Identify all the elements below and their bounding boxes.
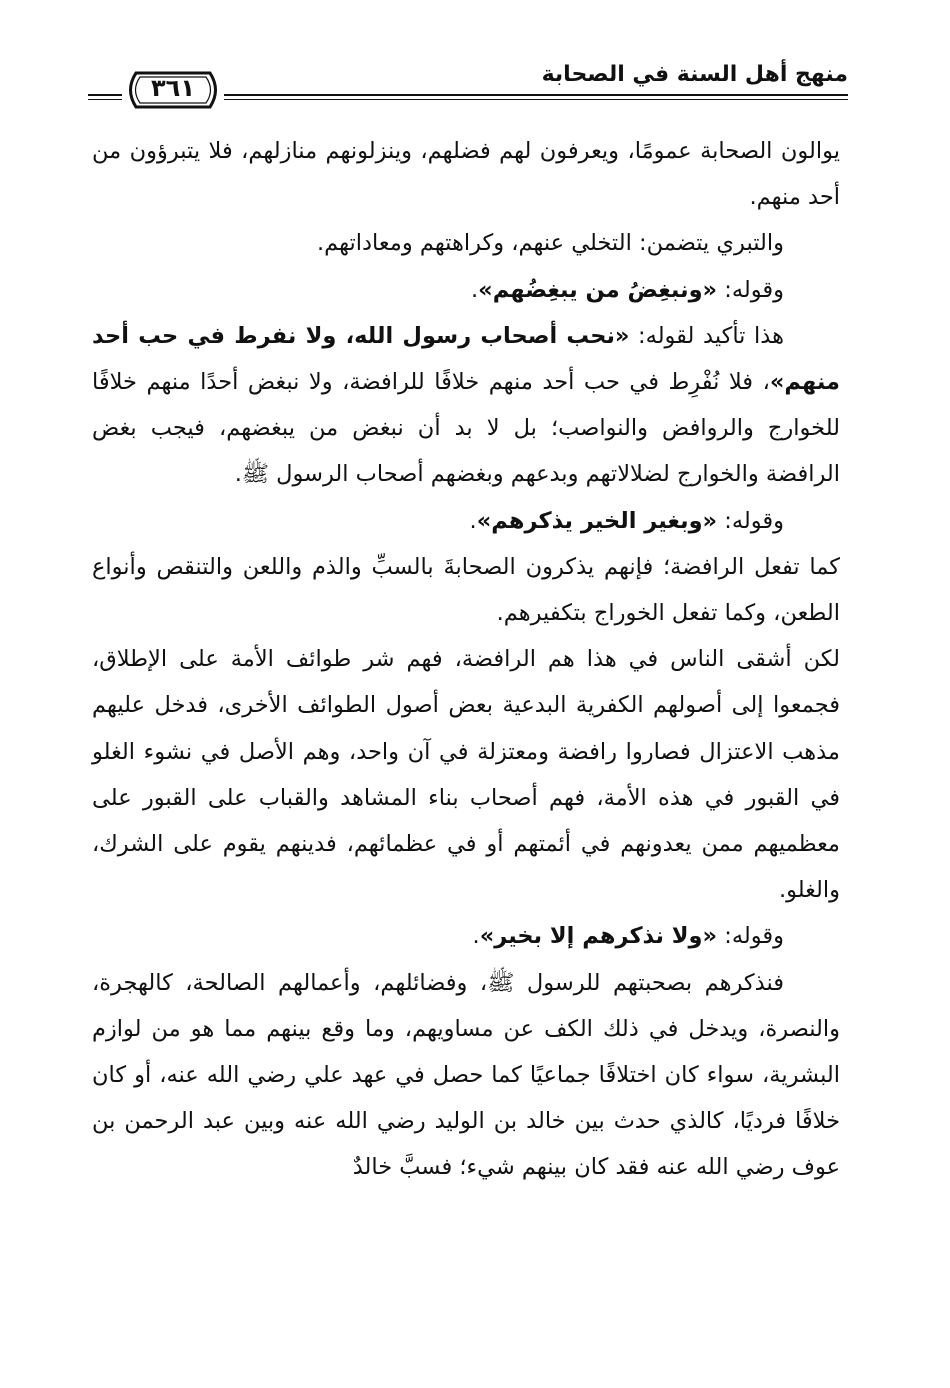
text-span: ، فلا نُفْرِط في حب أحد منهم خلافًا للرافضة، ولا نبغض أحدًا منهم خلافًا للخوارج والروافض والنواصب؛ بل لا بد أن نبغض من يبغضهم، فيجب بغض الرافضة والخوارج لضلالاتهم وبدعهم وبغضهم أصحاب الرسول ﷺ. (92, 369, 840, 488)
text-span: فنذكرهم بصحبتهم للرسول ﷺ، وفضائلهم، وأعمالهم الصالحة، كالهجرة، والنصرة، ويدخل في ذلك الكف عن مساويهم، وما وقع بينهم مما هو من لوازم البشرية، سواء كان اختلافًا جماعيًا كما حصل في عهد علي رضي الله عنه، أو كان خلافًا فرديًا، كالذي حدث بين خالد بن الوليد رضي الله عنه وبين عبد الرحمن بن عوف رضي الله عنه فقد كان بينهم شيء؛ فسبَّ خالدٌ (92, 969, 840, 1181)
header-rule (224, 94, 848, 100)
text-span: . (472, 923, 480, 950)
paragraph (92, 220, 840, 266)
paragraph (92, 544, 840, 636)
text-span: . (471, 276, 479, 303)
paragraph (92, 498, 840, 544)
page-number-frame (122, 70, 224, 110)
text-span: . (469, 507, 477, 534)
text-span: وقوله: (717, 923, 784, 950)
quoted-text: «ولا نذكرهم إلا بخير» (479, 923, 718, 950)
paragraph (92, 128, 840, 220)
text-span: هذا تأكيد لقوله: (629, 322, 784, 349)
quoted-text: «وبغير الخير يذكرهم» (476, 507, 718, 534)
page-header (88, 58, 848, 108)
text-span: كما تفعل الرافضة؛ فإنهم يذكرون الصحابةَ بالسبِّ والذم واللعن والتنقص وأنواع الطعن، وكما تفعل الخوراج بتكفيرهم. (92, 553, 840, 627)
paragraph (92, 267, 840, 313)
paragraph (92, 636, 840, 913)
header-rule-left (88, 94, 122, 100)
running-title: منهج أهل السنة في الصحابة (541, 62, 848, 87)
page-number: ٣٦١ (151, 74, 195, 102)
text-span: يوالون الصحابة عمومًا، ويعرفون لهم فضلهم، وينزلونهم منازلهم، فلا يتبرؤون من أحد منهم. (92, 138, 840, 211)
quoted-text: «ونبغِضُ من يبغِضُهم» (478, 276, 718, 303)
text-span: وقوله: (717, 507, 784, 534)
paragraph (92, 960, 840, 1191)
text-span: والتبري يتضمن: التخلي عنهم، وكراهتهم ومعاداتهم. (317, 230, 784, 257)
paragraph (92, 313, 840, 498)
main-text (92, 128, 840, 1191)
paragraph (92, 913, 840, 959)
text-span: لكن أشقى الناس في هذا هم الرافضة، فهم شر طوائف الأمة على الإطلاق، فجمعوا إلى أصولهم الكفرية البدعية بعض أصول الطوائف الأخرى، فدخل عليهم مذهب الاعتزال فصاروا رافضة ومعتزلة في آن واحد، وهم الأصل في نشوء الغلو في القبور في هذه الأمة، فهم أصحاب بناء المشاهد والقباب على القبور على معظميهم ممن يعدونهم في أئمتهم أو في عظمائهم، فدينهم يقوم على الشرك، والغلو. (92, 646, 840, 904)
quoted-text: «نحب أصحاب رسول الله، ولا نفرط في حب أحد منهم» (92, 322, 840, 396)
text-span: وقوله: (717, 276, 784, 303)
